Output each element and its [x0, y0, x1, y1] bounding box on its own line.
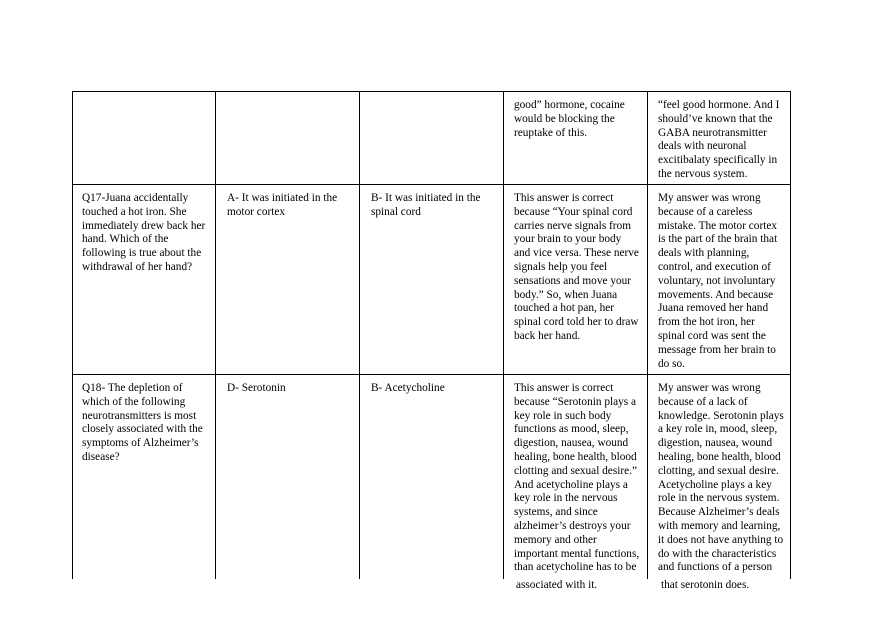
column-divider [503, 91, 504, 579]
question-cell: Q18- The depletion of which of the following neurotransmitters is most closely associated with the symptoms of Alzheimer’s disease? [82, 382, 203, 463]
explanation-cell: This answer is correct because “Your spinal cord carries nerve signals from your brain to your body and vice versa. These nerve signals help you feel sensations and move your body.” So, when Juana touched a hot pan, her spinal cord told her to draw back her hand. [514, 192, 639, 342]
explanation-cell: This answer is correct because “Serotonin plays a key role in such body functions as mood, sleep, digestion, nausea, wound healing, bone health, blood clotting and sexual desire.” And acetycholine plays a key role in the nervous systems, and since alzheimer’s destroys your memory and other important mental functions, than acetycholine has to be [514, 382, 640, 574]
correct-answer-cell: B- Acetycholine [371, 382, 445, 394]
reflection-overflow-text: that serotonin does. [661, 579, 750, 591]
reflection-cell: “feel good hormone. And I should’ve known that the GABA neurotransmitter deals with neuronal excitibalaty specifically in the nervous system. [658, 99, 780, 180]
column-divider [72, 91, 73, 579]
question-cell: Q17-Juana accidentally touched a hot iron. She immediately drew back her hand. Which of the following is true about the withdrawal of her hand? [82, 192, 206, 273]
reflection-cell: My answer was wrong because of a lack of knowledge. Serotonin plays a key role in, mood, sleep, digestion, nausea, wound healing, bone health, blood clotting, and sexual desire. Acetycholine plays a key role in the nervous system. Because Alzheimer’s deals with memory and learning, it does not have anything to do with the characteristics and functions of a person [658, 382, 784, 574]
answer-given-cell: A- It was initiated in the motor cortex [227, 192, 338, 218]
row-divider [72, 184, 791, 185]
reflection-cell: My answer was wrong because of a careless mistake. The motor cortex is the part of the brain that deals with planning, control, and execution of voluntary, not involuntary movements. And because Juana removed her hand from the hot iron, her spinal cord was sent the message from her brain to do so. [658, 192, 778, 370]
row-divider [72, 374, 791, 375]
column-divider [359, 91, 360, 579]
explanation-cell: good” hormone, cocaine would be blocking the reuptake of this. [514, 99, 625, 139]
correct-answer-cell: B- It was initiated in the spinal cord [371, 192, 481, 218]
column-divider [215, 91, 216, 579]
explanation-overflow-text: associated with it. [516, 579, 598, 591]
table-border-top [72, 91, 791, 92]
answer-given-cell: D- Serotonin [227, 382, 286, 394]
